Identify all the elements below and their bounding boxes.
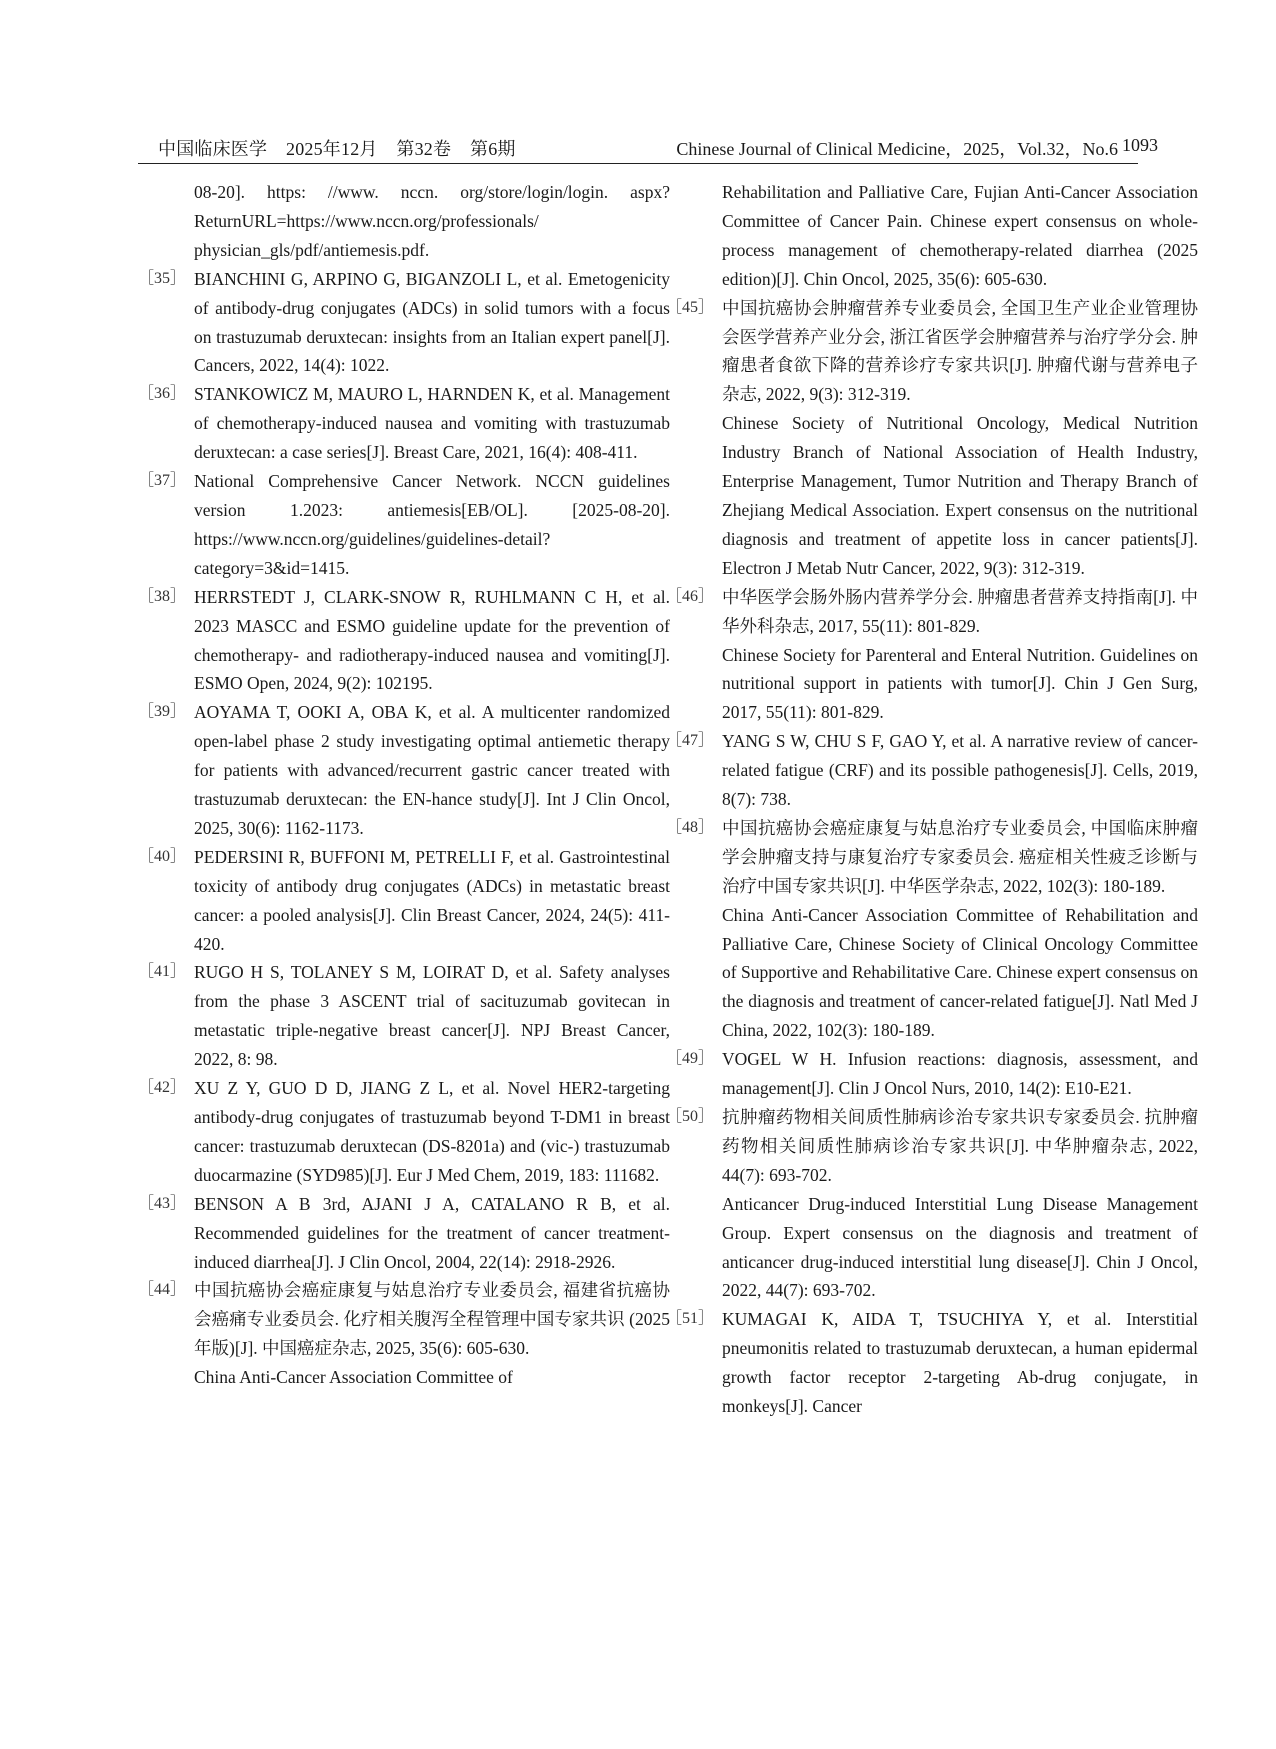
reference-number: ［37］: [138, 472, 187, 490]
reference-translation: Anticancer Drug-induced Interstitial Lung Disease Management Group. Expert consensus on the diagnosis and treatment of anticancer drug-induced interstitial lung disease[J]. Chin J Oncol, 2022, 44(7): 693-702.: [722, 1193, 1198, 1301]
reference-text: 中华医学会肠外肠内营养学分会. 肿瘤患者营养支持指南[J]. 中华外科杂志, 2017, 55(11): 801-829.: [722, 586, 1198, 636]
reference-continuation: 08-20]. https: //www. nccn. org/store/login/login. aspx?ReturnURL=https://www.nccn.org/professionals/ physician_gls/pdf/antiemesis.pdf.: [194, 182, 670, 260]
reference-text: 抗肿瘤药物相关间质性肺病诊治专家共识专家委员会. 抗肿瘤药物相关间质性肺病诊治专家共识[J]. 中华肿瘤杂志, 2022, 44(7): 693-702.: [722, 1107, 1198, 1185]
reference-number: ［40］: [138, 847, 187, 865]
reference-entry: [138, 467, 670, 583]
reference-number: ［39］: [138, 703, 187, 721]
reference-entry: [666, 727, 1198, 814]
reference-text: HERRSTEDT J, CLARK-SNOW R, RUHLMANN C H, et al. 2023 MASCC and ESMO guideline update for the prevention of chemotherapy- and radiotherapy-induced nausea and vomiting[J]. ESMO Open, 2024, 9(2): 102195.: [194, 586, 670, 694]
reference-entry: [666, 1103, 1198, 1305]
reference-number: ［46］: [666, 587, 715, 605]
reference-entry: [666, 294, 1198, 583]
reference-text: KUMAGAI K, AIDA T, TSUCHIYA Y, et al. Interstitial pneumonitis related to trastuzumab deruxtecan, a human epidermal growth factor receptor 2-targeting Ab-drug conjugate, in monkeys[J]. Cancer: [722, 1309, 1198, 1417]
reference-number: ［44］: [138, 1281, 187, 1299]
reference-number: ［45］: [666, 298, 715, 316]
reference-text: National Comprehensive Cancer Network. NCCN guidelines version 1.2023: antiemesis[EB/OL]. [2025-08-20]. https://www.nccn.org/guidelines/guidelines-detail?category=3&id=1415.: [194, 471, 670, 578]
reference-number: ［43］: [138, 1194, 187, 1212]
reference-text: AOYAMA T, OOKI A, OBA K, et al. A multicenter randomized open-label phase 2 study investigating optimal antiemetic therapy for patients with advanced/recurrent gastric cancer treated with trastuzumab deruxtecan: the EN-hance study[J]. Int J Clin Oncol, 2025, 30(6): 1162-1173.: [194, 702, 670, 838]
reference-entry: [138, 380, 670, 467]
reference-text: STANKOWICZ M, MAURO L, HARNDEN K, et al. Management of chemotherapy-induced nausea and vomiting with trastuzumab deruxtecan: a case series[J]. Breast Care, 2021, 16(4): 408-411.: [194, 384, 670, 463]
reference-entry: [138, 1276, 670, 1392]
reference-entry: [138, 1190, 670, 1277]
reference-translation: China Anti-Cancer Association Committee of: [194, 1367, 513, 1388]
reference-number: ［48］: [666, 818, 715, 836]
reference-number: ［35］: [138, 269, 187, 287]
journal-issue-en: Chinese Journal of Clinical Medicine，2025，Vol.32，No.6: [676, 139, 1118, 159]
reference-translation: Chinese Society of Nutritional Oncology, Medical Nutrition Industry Branch of National Association of Health Industry, Enterprise Management, Tumor Nutrition and Therapy Branch of Zhejiang Medical Association. Expert consensus on the nutritional diagnosis and treatment of appetite loss in cancer patients[J]. Electron J Metab Nutr Cancer, 2022, 9(3): 312-319.: [722, 413, 1198, 578]
reference-text: PEDERSINI R, BUFFONI M, PETRELLI F, et al. Gastrointestinal toxicity of antibody drug conjugates (ADCs) in metastatic breast cancer: a pooled analysis[J]. Clin Breast Cancer, 2024, 24(5): 411-420.: [194, 846, 670, 954]
reference-text: 中国抗癌协会肿瘤营养专业委员会, 全国卫生产业企业管理协会医学营养产业分会, 浙江省医学会肿瘤营养与治疗学分会. 肿瘤患者食欲下降的营养诊疗专家共识[J]. 肿瘤代谢与营养电子杂志, 2022, 9(3): 312-319.: [722, 297, 1198, 405]
reference-number: ［42］: [138, 1079, 187, 1097]
reference-number: ［36］: [138, 385, 187, 403]
reference-text: 中国抗癌协会癌症康复与姑息治疗专业委员会, 中国临床肿瘤学会肿瘤支持与康复治疗专家委员会. 癌症相关性疲乏诊断与治疗中国专家共识[J]. 中华医学杂志, 2022, 102(3): 180-189.: [722, 817, 1198, 896]
reference-entry: [138, 265, 670, 381]
reference-entry: [138, 1074, 670, 1190]
reference-text: VOGEL W H. Infusion reactions: diagnosis, assessment, and management[J]. Clin J Oncol Nurs, 2010, 14(2): E10-E21.: [722, 1049, 1198, 1099]
journal-issue-cn: 中国临床医学 2025年12月 第32卷 第6期: [158, 139, 516, 159]
reference-entry: [138, 958, 670, 1074]
reference-text: RUGO H S, TOLANEY S M, LOIRAT D, et al. Safety analyses from the phase 3 ASCENT trial of sacituzumab govitecan in metastatic triple-negative breast cancer[J]. NPJ Breast Cancer, 2022, 8: 98.: [194, 962, 670, 1070]
reference-number: ［41］: [138, 963, 187, 981]
reference-continuation: Rehabilitation and Palliative Care, Fujian Anti-Cancer Association Committee of Cancer Pain. Chinese expert consensus on whole-process management of chemotherapy-related diarrhea (2025 edition)[J]. Chin Oncol, 2025, 35(6): 605-630.: [722, 182, 1198, 289]
reference-number: ［38］: [138, 587, 187, 605]
reference-text: BIANCHINI G, ARPINO G, BIGANZOLI L, et al. Emetogenicity of antibody-drug conjugates (ADCs) in solid tumors with a focus on trastuzumab deruxtecan: insights from an Italian expert panel[J]. Cancers, 2022, 14(4): 1022.: [194, 268, 670, 376]
reference-entry: [138, 843, 670, 959]
reference-translation: Chinese Society for Parenteral and Enteral Nutrition. Guidelines on nutritional support in patients with tumor[J]. Chin J Gen Surg, 2017, 55(11): 801-829.: [722, 644, 1198, 723]
reference-entry: [666, 1045, 1198, 1103]
reference-text: BENSON A B 3rd, AJANI J A, CATALANO R B, et al. Recommended guidelines for the treatment of cancer treatment-induced diarrhea[J]. J Clin Oncol, 2004, 22(14): 2918-2926.: [194, 1193, 670, 1272]
reference-column-right: [666, 178, 1198, 1421]
reference-number: ［49］: [666, 1050, 715, 1068]
reference-entry: [138, 698, 670, 843]
reference-number: ［50］: [666, 1108, 715, 1125]
reference-entry: [666, 814, 1198, 1045]
reference-entry: [666, 583, 1198, 728]
reference-text: XU Z Y, GUO D D, JIANG Z L, et al. Novel HER2-targeting antibody-drug conjugates of trastuzumab beyond T-DM1 in breast cancer: trastuzumab deruxtecan (DS-8201a) and (vic-) trastuzumab duocarmazine (SYD985)[J]. Eur J Med Chem, 2019, 183: 111682.: [194, 1078, 670, 1185]
reference-column-left: [138, 178, 670, 1392]
reference-text: YANG S W, CHU S F, GAO Y, et al. A narrative review of cancer-related fatigue (CRF) and its possible pathogenesis[J]. Cells, 2019, 8(7): 738.: [722, 731, 1198, 810]
reference-number: ［47］: [666, 732, 715, 750]
reference-entry: [138, 583, 670, 699]
running-header: [138, 133, 1158, 164]
reference-entry: [666, 1305, 1198, 1421]
reference-translation: China Anti-Cancer Association Committee of Rehabilitation and Palliative Care, Chinese Society of Clinical Oncology Committee of Supportive and Rehabilitative Care. Chinese expert consensus on the diagnosis and treatment of cancer-related fatigue[J]. Natl Med J China, 2022, 102(3): 180-189.: [722, 904, 1198, 1041]
reference-text: 中国抗癌协会癌症康复与姑息治疗专业委员会, 福建省抗癌协会癌痛专业委员会. 化疗相关腹泻全程管理中国专家共识 (2025 年版)[J]. 中国癌症杂志, 2025, 35(6): 605-630.: [194, 1280, 670, 1359]
reference-number: ［51］: [666, 1310, 715, 1328]
page-number: 1093: [1122, 135, 1158, 155]
